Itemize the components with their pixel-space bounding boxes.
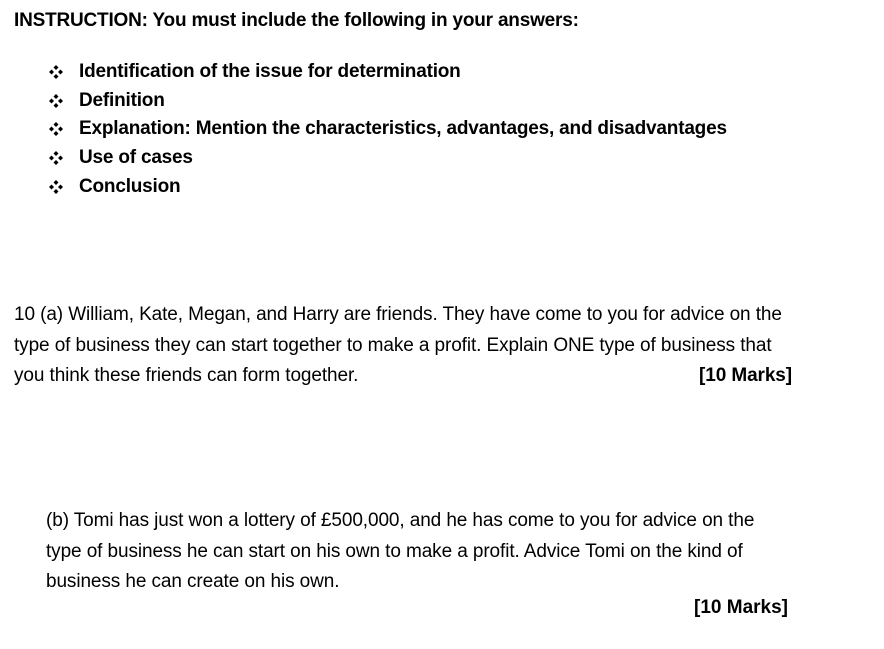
requirement-label: Identification of the issue for determination <box>79 61 461 83</box>
four-diamond-bullet-icon <box>48 150 64 166</box>
question-10a-last-line <box>14 361 792 392</box>
question-10b <box>46 506 829 598</box>
requirement-label: Conclusion <box>79 175 181 197</box>
question-10a <box>14 300 829 392</box>
question-10a-marks: [10 Marks] <box>699 365 792 386</box>
question-10b-line: (b) Tomi has just won a lottery of £500,000, and he has come to you for advice on the <box>46 510 755 531</box>
requirement-item <box>48 87 727 116</box>
question-10a-line: 10 (a) William, Kate, Megan, and Harry are friends. They have come to you for advice on the <box>14 304 782 325</box>
requirement-label: Explanation: Mention the characteristics, advantages, and disadvantages <box>79 118 727 140</box>
requirements-list <box>48 58 727 201</box>
question-10a-line: you think these friends can form together. <box>14 365 359 386</box>
requirement-item <box>48 144 727 173</box>
four-diamond-bullet-icon <box>48 64 64 80</box>
four-diamond-bullet-icon <box>48 121 64 137</box>
question-10b-line: type of business he can start on his own to make a profit. Advice Tomi on the kind of <box>46 540 743 562</box>
requirement-item <box>48 58 727 87</box>
question-10b-marks: [10 Marks] <box>694 597 788 618</box>
four-diamond-bullet-icon <box>48 179 64 195</box>
instruction-heading: INSTRUCTION: You must include the following in your answers: <box>14 10 579 31</box>
question-10a-line: type of business they can start together to make a profit. Explain ONE type of business that <box>14 334 772 356</box>
question-10b-line: business he can create on his own. <box>46 571 340 592</box>
requirement-label: Use of cases <box>79 147 193 169</box>
requirement-item <box>48 172 727 201</box>
requirement-label: Definition <box>79 89 165 111</box>
requirement-item <box>48 115 727 144</box>
four-diamond-bullet-icon <box>48 93 64 109</box>
